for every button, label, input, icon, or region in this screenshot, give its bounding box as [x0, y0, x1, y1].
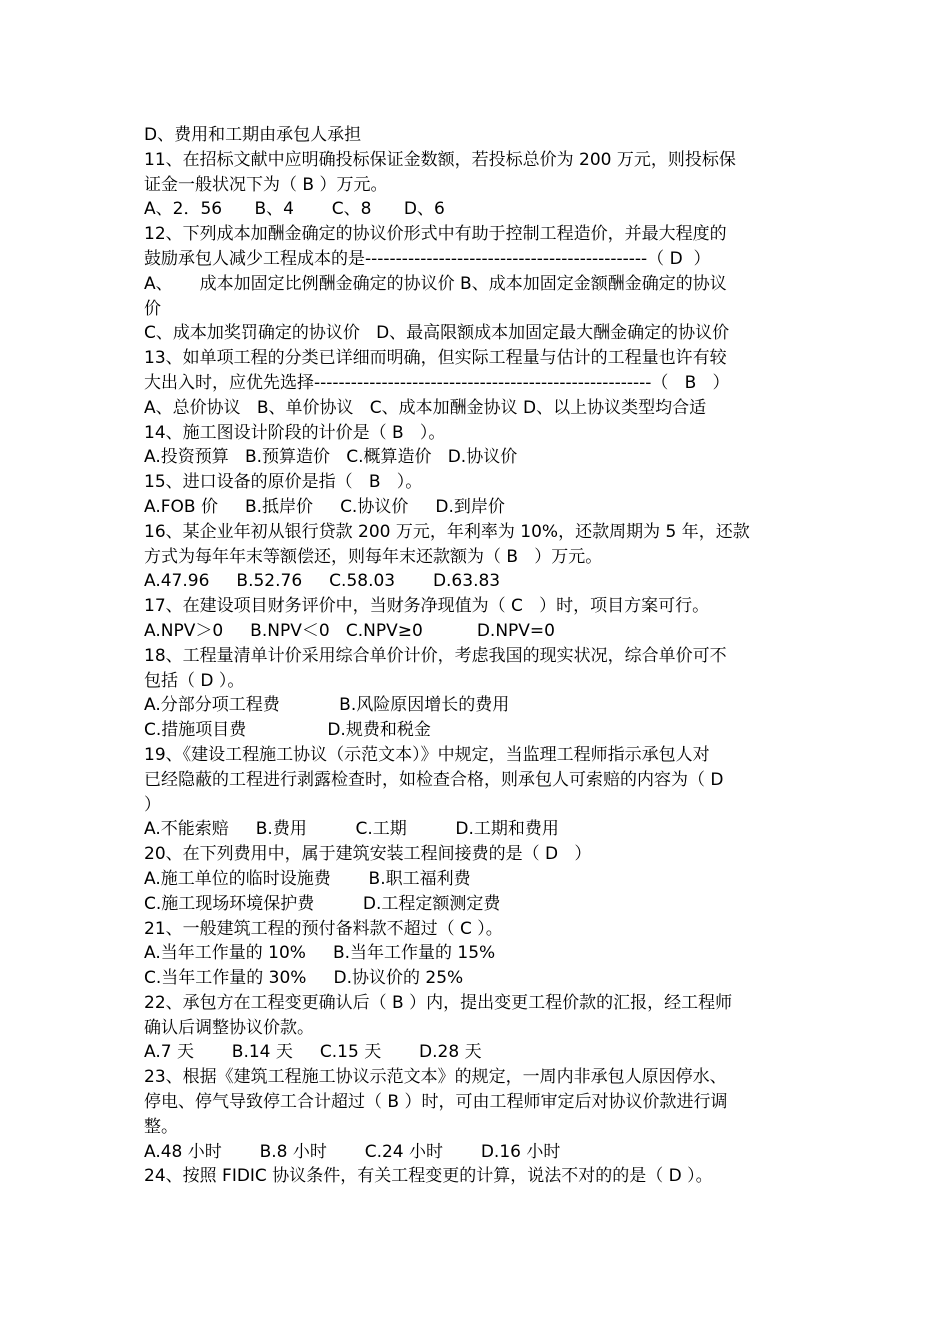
text-line: C.施工现场环境保护费 D.工程定额测定费	[144, 893, 501, 914]
text-line: 16、某企业年初从银行贷款 200 万元，年利率为 10%，还款周期为 5 年，还款	[144, 521, 750, 542]
text-line: C.措施项目费 D.规费和税金	[144, 720, 431, 741]
text-line: 21、一般建筑工程的预付备料款不超过（ C ）。	[144, 918, 503, 939]
text-line: 确认后调整协议价款。	[144, 1017, 314, 1038]
text-line: 包括（ D ）。	[144, 670, 245, 691]
text-line: 23、根据《建筑工程施工协议示范文本》的规定，一周内非承包人原因停水、	[144, 1067, 727, 1088]
text-line: A、 成本加固定比例酬金确定的协议价 B、成本加固定金额酬金确定的协议	[144, 273, 727, 294]
text-line: 22、承包方在工程变更确认后（ B ）内，提出变更工程价款的汇报，经工程师	[144, 992, 733, 1013]
text-line: 19、《建设工程施工协议（示范文本）》中规定，当监理工程师指示承包人对	[144, 744, 710, 765]
text-line: C.当年工作量的 30% D.协议价的 25%	[144, 968, 464, 989]
text-line: A.投资预算 B.预算造价 C.概算造价 D.协议价	[144, 447, 518, 468]
text-line: 20、在下列费用中，属于建筑安装工程间接费的是（ D ）	[144, 844, 592, 865]
text-line: 14、施工图设计阶段的计价是（ B ）。	[144, 422, 446, 443]
text-line: A.7 天 B.14 天 C.15 天 D.28 天	[144, 1042, 482, 1063]
text-line: A.48 小时 B.8 小时 C.24 小时 D.16 小时	[144, 1141, 561, 1162]
text-line: 已经隐蔽的工程进行剥露检查时，如检查合格，则承包人可索赔的内容为（ D	[144, 769, 724, 790]
text-line: D、费用和工期由承包人承担	[144, 125, 362, 145]
text-line: 18、工程量清单计价采用综合单价计价，考虑我国的现实状况，综合单价可不	[144, 645, 727, 666]
text-line: 24、按照 FIDIC 协议条件，有关工程变更的计算，说法不对的的是（ D ）。	[144, 1166, 713, 1187]
text-line: A.分部分项工程费 B.风险原因增长的费用	[144, 695, 510, 716]
text-line: 价	[144, 298, 161, 319]
text-line: A.不能索赔 B.费用 C.工期 D.工期和费用	[144, 819, 559, 840]
text-line: A.47.96 B.52.76 C.58.03 D.63.83	[144, 571, 501, 592]
text-line: A、2．56 B、4 C、8 D、6	[144, 199, 445, 220]
text-line: 方式为每年年末等额偿还，则每年末还款额为（ B ）万元。	[144, 546, 603, 567]
text-line: 鼓励承包人减少工程成本的是----------------------------------------------（ D ）	[144, 248, 711, 269]
text-line: ）	[144, 794, 161, 815]
text-line: 13、如单项工程的分类已详细而明确，但实际工程量与估计的工程量也许有较	[144, 348, 727, 369]
text-line: 大出入时，应优先选择-------------------------------------------------------（ B ）	[144, 372, 730, 393]
text-line: 停电、停气导致停工合计超过（ B ）时，可由工程师审定后对协议价款进行调	[144, 1092, 728, 1113]
text-line: 17、在建设项目财务评价中，当财务净现值为（ C ）时，项目方案可行。	[144, 596, 710, 617]
text-line: C、成本加奖罚确定的协议价 D、最高限额成本加固定最大酬金确定的协议价	[144, 323, 730, 344]
document-body	[144, 123, 806, 1189]
text-line: A.施工单位的临时设施费 B.职工福利费	[144, 868, 471, 889]
text-line: A.当年工作量的 10% B.当年工作量的 15%	[144, 943, 496, 964]
text-line: A.NPV＞0 B.NPV＜0 C.NPV≥0 D.NPV=0	[144, 620, 555, 641]
text-line: 12、下列成本加酬金确定的协议价形式中有助于控制工程造价，并最大程度的	[144, 224, 727, 245]
text-line: 15、进口设备的原价是指（ B ）。	[144, 472, 423, 493]
text-line: A.FOB 价 B.抵岸价 C.协议价 D.到岸价	[144, 496, 505, 517]
text-line: 整。	[144, 1116, 178, 1137]
text-line: 证金一般状况下为（ B ）万元。	[144, 174, 388, 195]
text-line: A、总价协议 B、单价协议 C、成本加酬金协议 D、以上协议类型均合适	[144, 397, 707, 418]
text-line: 11、在招标文献中应明确投标保证金数额，若投标总价为 200 万元，则投标保	[144, 149, 736, 170]
